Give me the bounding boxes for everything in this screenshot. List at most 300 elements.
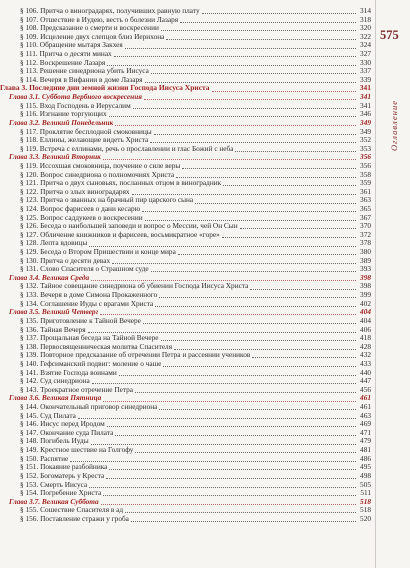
toc-entry-title: Встреча с еллинами, речь о прославлении и глас Божий с неба — [39, 144, 234, 153]
dot-leader — [115, 120, 356, 126]
toc-entry — [0, 463, 371, 472]
toc-entry-number: § 147. — [20, 427, 41, 437]
toc-entry — [0, 472, 371, 481]
dot-leader — [166, 34, 356, 40]
toc-entry — [0, 265, 371, 274]
toc-entry — [0, 386, 371, 395]
toc-entry — [0, 257, 371, 266]
toc-entry-title: Вход Господень в Иерусалим — [39, 101, 131, 110]
dot-leader — [151, 68, 356, 74]
toc-entry-number: § 153. — [20, 479, 41, 489]
toc-entry-page: 511 — [360, 488, 371, 498]
dot-leader — [135, 447, 356, 453]
toc-entry-page: 404 — [360, 315, 371, 325]
toc-entry-page: 367 — [360, 212, 371, 222]
toc-entry-page: 428 — [360, 341, 371, 351]
toc-entry-title: Решение синедриона убить Иисуса — [39, 67, 149, 76]
dot-leader — [163, 361, 356, 367]
toc-entry-number: § 154. — [20, 488, 41, 498]
toc-entry-page: 380 — [360, 247, 371, 257]
toc-entry-number: § 127. — [20, 229, 41, 239]
toc-entry-number: § 118. — [20, 135, 40, 145]
dot-leader — [78, 412, 356, 418]
toc-entry — [0, 145, 371, 154]
toc-entry-title: Великий Понедельник — [41, 118, 114, 127]
toc-entry-number: § 116. — [20, 109, 40, 119]
toc-entry-title: Изгнание торгующих — [39, 110, 107, 119]
toc-entry-number: § 156. — [20, 513, 41, 523]
toc-entry-title: Еллины, желающие видеть Христа — [39, 136, 149, 145]
dot-leader — [133, 102, 356, 108]
toc-entry — [0, 162, 371, 171]
toc-entry-number: § 143. — [20, 384, 41, 394]
toc-entry — [0, 403, 371, 412]
toc-entry-title: Богоматерь у Креста — [40, 471, 105, 480]
toc-entry-number: § 146. — [20, 419, 41, 429]
toc-entry-title: Иисус перед Иродом — [40, 420, 105, 429]
dot-leader — [70, 455, 356, 461]
toc-entry-page: 370 — [360, 221, 371, 231]
dot-leader — [88, 326, 356, 332]
dot-leader — [114, 51, 356, 57]
toc-entry-number: § 113. — [20, 66, 40, 76]
dot-leader — [91, 275, 356, 281]
toc-entry-title: Последние дни земной жизни Господа Иисуса Христа — [29, 84, 210, 93]
toc-entry-title: Окончание суда Пилата — [40, 428, 114, 437]
toc-entry-number: § 131. — [20, 264, 41, 274]
toc-entry-number: § 120. — [20, 169, 41, 179]
toc-entry-page: 341 — [360, 100, 371, 110]
toc-entry-number: § 134. — [20, 298, 41, 308]
dot-leader — [202, 8, 356, 14]
dot-leader — [103, 490, 356, 496]
toc-entry-number: § 138. — [20, 341, 41, 351]
dot-leader — [103, 154, 356, 160]
table-of-contents — [0, 7, 371, 524]
toc-entry-page: 361 — [360, 186, 371, 196]
toc-entry-number: § 148. — [20, 436, 41, 446]
dot-leader — [103, 395, 356, 401]
toc-entry — [0, 300, 371, 309]
toc-entry — [0, 455, 371, 464]
dot-leader — [107, 421, 356, 427]
toc-entry-title: Приготовление к Тайной Вечере — [40, 316, 141, 325]
dot-leader — [107, 59, 356, 65]
dot-leader — [89, 481, 356, 487]
toc-entry-page: 389 — [360, 255, 371, 265]
toc-entry — [0, 24, 371, 33]
toc-entry — [0, 222, 371, 231]
toc-entry-title: Повторное предсказание об отречении Петра и рассеянии учеников — [40, 351, 251, 360]
toc-entry-page: 393 — [360, 264, 371, 274]
toc-entry-page: 461 — [360, 393, 371, 403]
toc-section-heading — [0, 394, 371, 403]
toc-entry-page: 352 — [360, 135, 371, 145]
toc-entry-number: Глава 3.6. — [9, 393, 42, 403]
toc-entry-number: § 155. — [20, 505, 41, 515]
toc-entry — [0, 16, 371, 25]
toc-entry-page: 432 — [360, 350, 371, 360]
toc-entry-title: Слово Спасителя о Страшном суде — [40, 265, 149, 274]
dot-leader — [195, 197, 356, 203]
toc-entry — [0, 33, 371, 42]
toc-entry — [0, 515, 371, 524]
toc-entry — [0, 437, 371, 446]
toc-section-heading — [0, 274, 371, 283]
toc-entry-title: Покаяние разбойника — [40, 463, 108, 472]
dot-leader — [180, 16, 356, 22]
toc-section-heading — [0, 498, 371, 507]
toc-entry-title: Великая Суббота — [41, 497, 99, 506]
dot-leader — [159, 292, 356, 298]
dot-leader — [112, 257, 356, 263]
toc-entry-page: 322 — [360, 31, 371, 41]
toc-entry — [0, 429, 371, 438]
toc-entry-number: § 112. — [20, 57, 40, 67]
toc-entry-number: § 144. — [20, 402, 41, 412]
toc-entry-page: 318 — [360, 14, 371, 24]
toc-entry-page: 486 — [360, 453, 371, 463]
toc-entry — [0, 326, 371, 335]
toc-entry — [0, 506, 371, 515]
dot-leader — [240, 223, 356, 229]
toc-entry — [0, 179, 371, 188]
toc-entry-page: 433 — [360, 358, 371, 368]
toc-entry-number: § 132. — [20, 281, 41, 291]
toc-entry-title: Притча о десяти девах — [40, 256, 111, 265]
toc-entry-page: 406 — [360, 324, 371, 334]
dot-leader — [151, 266, 356, 272]
toc-entry-number: § 135. — [20, 315, 41, 325]
dot-leader — [145, 77, 357, 83]
toc-entry-title: Великая Пятница — [41, 394, 102, 403]
toc-entry — [0, 283, 371, 292]
toc-entry-page: 456 — [360, 384, 371, 394]
toc-entry-number: § 119. — [20, 143, 40, 153]
toc-entry-number: § 107. — [20, 14, 41, 24]
toc-entry-title: Суд Пилата — [40, 411, 76, 420]
toc-entry-title: Притча о десяти минах — [39, 50, 112, 59]
dot-leader — [125, 507, 356, 513]
dot-leader — [132, 189, 356, 195]
toc-entry-number: § 109. — [20, 31, 41, 41]
toc-entry-page: 461 — [360, 402, 371, 412]
toc-entry — [0, 50, 371, 59]
toc-entry-title: Троекратное отречение Петра — [40, 385, 134, 394]
dot-leader — [161, 25, 356, 31]
toc-entry-number: § 121. — [20, 178, 41, 188]
dot-leader — [250, 283, 356, 289]
toc-entry-number: § 124. — [20, 204, 41, 213]
toc-entry-title: Вопрос саддукеев о воскресении — [40, 213, 143, 222]
toc-entry-number: § 152. — [20, 470, 41, 480]
toc-entry — [0, 136, 371, 145]
toc-entry-number: § 145. — [20, 410, 41, 420]
toc-entry — [0, 248, 371, 257]
toc-entry-title: Беседа о наибольшей заповеди и вопрос о Мессии, чей Он Сын — [40, 222, 238, 231]
toc-entry-page: 346 — [360, 109, 371, 119]
dot-leader — [178, 249, 356, 255]
dot-leader — [92, 378, 356, 384]
dot-leader — [125, 42, 356, 48]
dot-leader — [174, 343, 356, 349]
toc-entry-number: § 117. — [20, 126, 40, 136]
toc-entry-number: Глава 3.7. — [9, 496, 42, 506]
toc-entry-title: Великий Четверг — [41, 308, 99, 317]
toc-entry — [0, 196, 371, 205]
toc-entry-page: 404 — [360, 307, 371, 317]
toc-section-heading — [0, 119, 371, 128]
toc-entry-page: 399 — [360, 290, 371, 300]
toc-entry-title: Первосвященническая молитва Спасителя — [40, 342, 173, 351]
toc-entry-number: § 125. — [20, 212, 41, 222]
toc-entry-number: § 136. — [20, 324, 41, 334]
toc-entry-page: 505 — [360, 479, 371, 489]
dot-leader — [235, 145, 356, 151]
toc-entry-page: 341 — [360, 92, 371, 102]
toc-entry-page: 440 — [360, 367, 371, 377]
toc-entry — [0, 239, 371, 248]
toc-entry — [0, 7, 371, 16]
toc-entry — [0, 59, 371, 68]
toc-entry-page: 518 — [360, 496, 371, 506]
toc-entry-page: 398 — [360, 281, 371, 291]
toc-entry-page: 327 — [360, 49, 371, 59]
dot-leader — [176, 171, 356, 177]
toc-entry-page: 349 — [360, 117, 371, 127]
dot-leader — [161, 335, 356, 341]
dot-leader — [182, 163, 356, 169]
toc-entry-page: 372 — [360, 229, 371, 239]
toc-entry-number: § 142. — [20, 376, 41, 386]
toc-entry — [0, 41, 371, 50]
toc-entry-page: 365 — [360, 204, 371, 213]
toc-entry — [0, 102, 371, 111]
toc-entry-number: Глава 3.3. — [9, 152, 42, 162]
dot-leader — [89, 240, 356, 246]
toc-entry-title: Гефсиманский подвиг: моление о чаше — [40, 359, 162, 368]
toc-entry-title: Окончательный приговор синедриона — [40, 403, 158, 412]
toc-entry-number: § 108. — [20, 23, 41, 33]
toc-entry-page: 314 — [360, 5, 371, 15]
toc-entry-page: 481 — [360, 445, 371, 455]
toc-entry-title: Вопрос фарисеев о дани кесарю — [40, 205, 141, 213]
toc-entry-title: Притча о злых виноградарях — [40, 187, 130, 196]
toc-entry-title: Проклятие бесплодной смоковницы — [39, 127, 152, 136]
dot-leader — [155, 300, 356, 306]
toc-entry — [0, 446, 371, 455]
toc-entry-page: 320 — [360, 23, 371, 33]
toc-entry-number: § 126. — [20, 221, 41, 231]
toc-entry-page: 356 — [360, 160, 371, 170]
toc-entry-title: Вечеря в Вифании в доме Лазаря — [39, 75, 143, 84]
toc-entry-page: 402 — [360, 298, 371, 308]
toc-entry-page: 358 — [360, 169, 371, 179]
toc-entry-page: 363 — [360, 195, 371, 205]
toc-entry-page: 520 — [360, 513, 371, 523]
toc-section-heading — [0, 308, 371, 317]
toc-entry-page: 471 — [360, 427, 371, 437]
toc-entry-title: Тайная Вечеря — [40, 325, 86, 334]
toc-entry-number: § 151. — [20, 462, 41, 472]
toc-entry-page: 398 — [360, 272, 371, 282]
toc-entry-number: § 114. — [20, 74, 40, 84]
toc-entry — [0, 351, 371, 360]
toc-entry — [0, 343, 371, 352]
side-label: Оглавление — [389, 100, 399, 152]
toc-entry-number: § 129. — [20, 247, 41, 257]
toc-entry — [0, 412, 371, 421]
page-number: 575 — [380, 28, 399, 42]
toc-entry-page: 378 — [360, 238, 371, 248]
toc-entry — [0, 369, 371, 378]
toc-entry-number: § 123. — [20, 195, 41, 205]
toc-entry-page: 337 — [360, 66, 371, 76]
dot-leader — [109, 111, 356, 117]
toc-entry-number: § 150. — [20, 453, 41, 463]
toc-entry — [0, 188, 371, 197]
toc-entry-title: Крестное шествие на Голгофу — [40, 446, 134, 455]
dot-leader — [106, 473, 356, 479]
toc-entry — [0, 205, 371, 214]
toc-entry-title: Иссохшая смоковница, поучение о силе веры — [39, 161, 181, 170]
toc-entry-page: 359 — [360, 178, 371, 188]
dot-leader — [109, 464, 356, 470]
dot-leader — [252, 352, 356, 358]
toc-entry-page: 324 — [360, 40, 371, 50]
dot-leader — [100, 309, 356, 315]
toc-entry-title: Прощальная беседа на Тайной Вечере — [40, 334, 159, 343]
toc-entry-number: § 106. — [20, 5, 41, 15]
toc-entry-page: 341 — [359, 83, 371, 93]
toc-entry-number: § 139. — [20, 350, 41, 360]
toc-entry-title: Беседа о Втором Пришествии и конце мира — [40, 248, 176, 257]
toc-entry-title: Предсказание о смерти и воскресении — [40, 24, 159, 33]
toc-entry-title: Притча о виноградарях, получивших равную плату — [40, 6, 200, 15]
toc-entry — [0, 360, 371, 369]
toc-chapter-heading — [0, 84, 371, 93]
toc-entry-title: Взятие Господа воинами — [40, 368, 117, 377]
dot-leader — [159, 404, 356, 410]
toc-entry-page: 518 — [360, 505, 371, 515]
toc-entry-title: Поставление стражи у гроба — [40, 514, 129, 523]
toc-section-heading — [0, 93, 371, 102]
toc-entry-page: 330 — [360, 57, 371, 67]
toc-entry-title: Воскрешение Лазаря — [39, 58, 106, 67]
toc-entry-title: Великая Среда — [41, 273, 90, 282]
toc-entry — [0, 420, 371, 429]
dot-leader — [144, 94, 356, 100]
toc-entry-number: § 130. — [20, 255, 41, 265]
toc-entry — [0, 489, 371, 498]
toc-entry — [0, 171, 371, 180]
toc-entry-number: § 140. — [20, 358, 41, 368]
toc-entry — [0, 317, 371, 326]
toc-entry-title: Вопрос синедриона о полномочиях Христа — [40, 170, 175, 179]
dot-leader — [101, 498, 356, 504]
toc-entry-title: Погребение Христа — [40, 489, 102, 498]
toc-entry — [0, 214, 371, 223]
toc-entry-number: § 115. — [20, 100, 40, 110]
toc-entry-number: § 119. — [20, 160, 40, 170]
toc-entry-page: 349 — [360, 126, 371, 136]
toc-entry-title: Обличение книжников и фарисеев, восьмикратное «горе» — [40, 230, 220, 239]
dot-leader — [143, 318, 356, 324]
toc-entry-title: Отшествие в Иудею, весть о болезни Лазаря — [40, 15, 179, 24]
toc-entry-number: Глава 3.1. — [9, 92, 42, 102]
toc-entry-page: 479 — [360, 436, 371, 446]
toc-entry — [0, 128, 371, 137]
dot-leader — [91, 438, 356, 444]
toc-entry — [0, 231, 371, 240]
toc-entry-title: Притча о званных на брачный пир царского сына — [40, 196, 194, 205]
toc-entry-page: 356 — [360, 152, 371, 162]
toc-entry-title: Обращение мытаря Закхея — [39, 41, 123, 50]
toc-entry-page: 498 — [360, 470, 371, 480]
dot-leader — [115, 430, 356, 436]
toc-entry-title: Соглашение Иуды с врагами Христа — [40, 299, 154, 308]
toc-entry-page: 339 — [360, 74, 371, 84]
toc-entry-title: Суббота Вербного воскресения — [41, 93, 143, 102]
toc-entry — [0, 67, 371, 76]
toc-entry-title: Суд синедриона — [40, 377, 90, 386]
toc-entry-title: Сошествие Спасителя в ад — [40, 506, 124, 515]
page-margin — [375, 0, 410, 568]
toc-entry — [0, 377, 371, 386]
toc-entry-page: 447 — [360, 376, 371, 386]
toc-entry-number: § 122. — [20, 186, 41, 196]
toc-entry-number: Глава 3.4. — [9, 272, 42, 282]
toc-entry-title: Распятие — [40, 454, 69, 463]
toc-entry — [0, 291, 371, 300]
toc-entry-page: 418 — [360, 333, 371, 343]
toc-entry-title: Лепта вдовицы — [40, 239, 88, 248]
dot-leader — [135, 387, 356, 393]
dot-leader — [131, 516, 356, 522]
toc-entry-title: Вечеря в доме Симона Прокаженного — [40, 291, 158, 300]
toc-entry-title: Погибель Иуды — [40, 437, 89, 446]
toc-entry-number: § 128. — [20, 238, 41, 248]
toc-entry-number: Глава 3. — [0, 83, 30, 93]
toc-entry-page: 353 — [360, 143, 371, 153]
toc-entry-number: § 110. — [20, 40, 40, 50]
dot-leader — [223, 180, 356, 186]
toc-entry-page: 495 — [360, 462, 371, 472]
toc-entry — [0, 110, 371, 119]
toc-entry — [0, 334, 371, 343]
dot-leader — [119, 369, 356, 375]
toc-entry-page: 463 — [360, 410, 371, 420]
toc-entry-number: § 133. — [20, 290, 41, 300]
toc-entry — [0, 481, 371, 490]
dot-leader — [212, 85, 356, 91]
toc-entry-number: § 149. — [20, 445, 41, 455]
toc-entry-number: § 111. — [20, 49, 40, 59]
toc-entry-page: 469 — [360, 419, 371, 429]
toc-entry-number: § 141. — [20, 367, 41, 377]
dot-leader — [145, 214, 356, 220]
toc-entry-title: Исцеление двух слепцов близ Иерихона — [40, 32, 165, 41]
toc-entry — [0, 76, 371, 85]
dot-leader — [150, 137, 356, 143]
dot-leader — [142, 206, 356, 212]
dot-leader — [222, 232, 356, 238]
toc-entry-number: § 137. — [20, 333, 41, 343]
toc-entry-title: Притча о двух сыновьях, посланных отцом в виноградник — [40, 179, 222, 188]
toc-entry-title: Смерть Иисуса — [40, 480, 88, 489]
toc-section-heading — [0, 153, 371, 162]
dot-leader — [154, 128, 356, 134]
